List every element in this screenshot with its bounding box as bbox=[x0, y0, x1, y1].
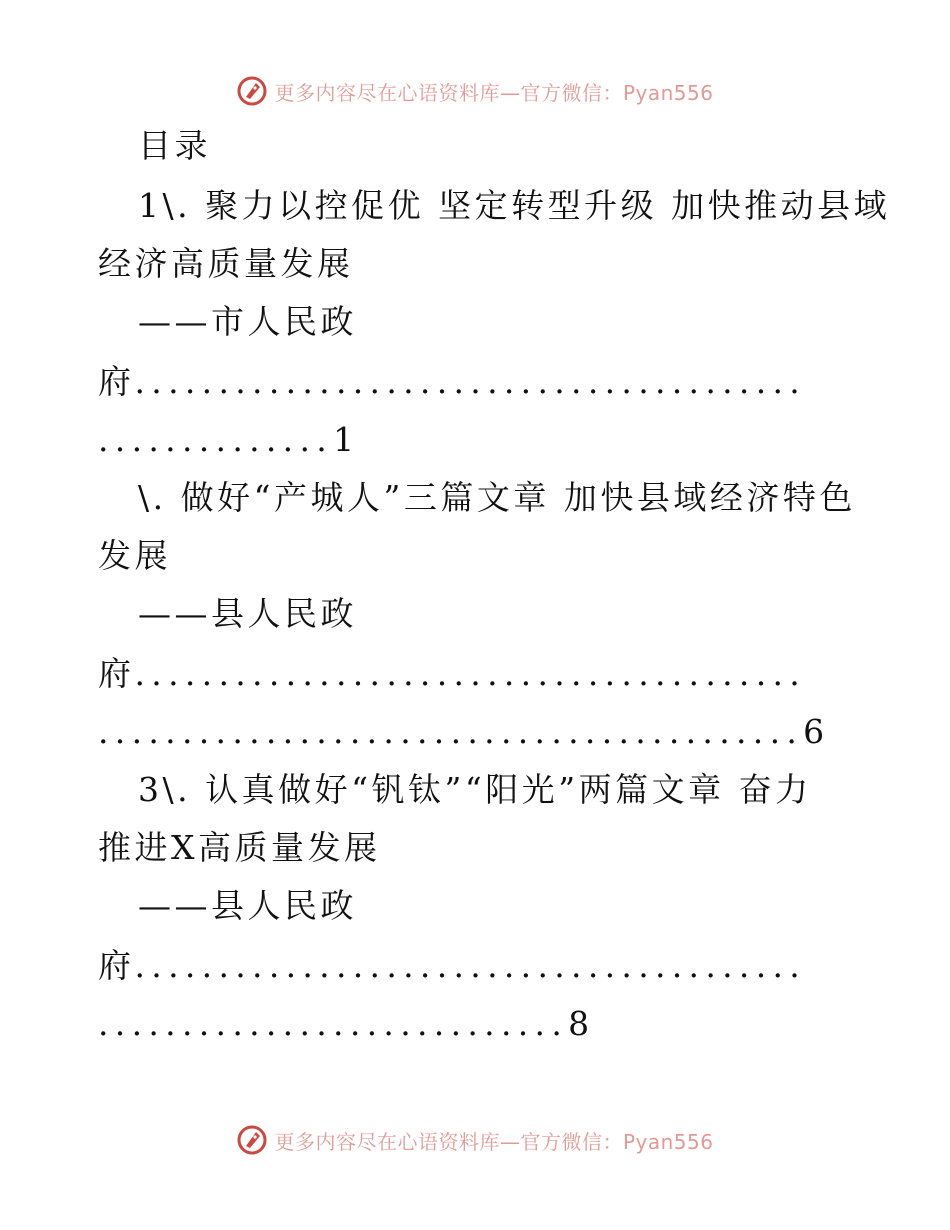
toc-heading: 目录 bbox=[138, 126, 211, 165]
toc-entry-2-title-line2: 发展 bbox=[98, 536, 171, 575]
toc-entry-2-author: ——县人民政 bbox=[138, 594, 357, 633]
banner-text: 更多内容尽在心语资料库—官方微信：Pyan556 bbox=[274, 1129, 714, 1154]
toc-entry-3-title-line1: 3\. 认真做好“钒钛”“阳光”两篇文章 奋力 bbox=[138, 770, 812, 809]
toc-entry-1-title-line2: 经济高质量发展 bbox=[98, 244, 354, 283]
toc-entry-2-dots2: .......................................... bbox=[98, 712, 804, 751]
toc-entry-3-title-line2: 推进X高质量发展 bbox=[98, 828, 381, 867]
toc-entry-1-author: ——市人民政 bbox=[138, 302, 357, 341]
header-banner bbox=[0, 71, 950, 111]
toc-entry-3-leader-line1 bbox=[0, 946, 950, 986]
toc-entry-1-dots1: ........................................ bbox=[134, 362, 807, 401]
toc-entry-2-leader-line2 bbox=[0, 712, 950, 752]
toc-entry-1-page: 1 bbox=[333, 420, 358, 459]
toc-entry-3-author-tail: 府 bbox=[98, 946, 135, 985]
toc-entry-3-page: 8 bbox=[568, 1004, 593, 1043]
toc-entry-3-dots1: ........................................ bbox=[134, 946, 807, 985]
toc-entry-3-author: ——县人民政 bbox=[138, 886, 357, 925]
pen-nib-logo-icon bbox=[236, 1124, 268, 1156]
toc-entry-2-title-line1: \. 做好“产城人”三篇文章 加快县域经济特色 bbox=[138, 478, 856, 517]
toc-entry-2-page: 6 bbox=[803, 712, 828, 751]
pen-nib-logo-icon bbox=[236, 75, 268, 107]
footer-banner bbox=[0, 1120, 950, 1160]
toc-entry-2-leader-line1 bbox=[0, 654, 950, 694]
toc-entry-3-leader-line2 bbox=[0, 1004, 950, 1044]
toc-entry-1-author-tail: 府 bbox=[98, 362, 135, 401]
toc-entry-1-dots2: .............. bbox=[98, 420, 334, 459]
toc-entry-1-title-line1: 1\. 聚力以控促优 坚定转型升级 加快推动县域 bbox=[138, 186, 891, 225]
toc-entry-2-author-tail: 府 bbox=[98, 654, 135, 693]
toc-entry-1-leader-line1 bbox=[0, 362, 950, 402]
toc-entry-2-dots1: ........................................ bbox=[134, 654, 807, 693]
toc-entry-1-leader-line2 bbox=[0, 420, 950, 460]
banner-text: 更多内容尽在心语资料库—官方微信：Pyan556 bbox=[274, 80, 714, 105]
toc-entry-3-dots2: ............................ bbox=[98, 1004, 569, 1043]
